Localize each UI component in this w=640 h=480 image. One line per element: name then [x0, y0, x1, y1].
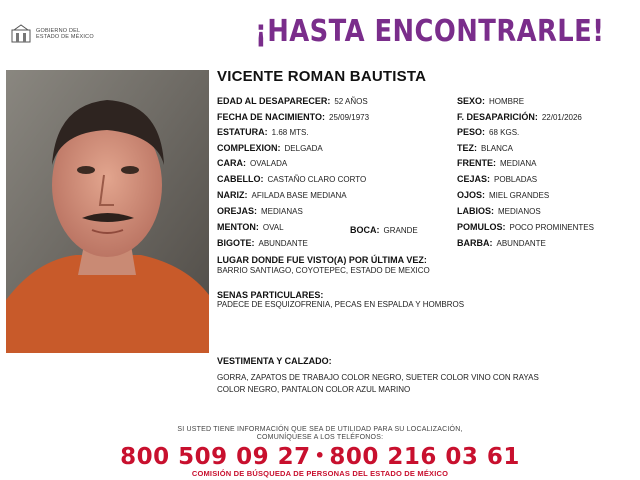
- marks-label: SENAS PARTICULARES:: [217, 290, 324, 300]
- footer-note-line-2: COMUNÍQUESE A LOS TELÉFONOS:: [256, 434, 384, 441]
- field-complexion: TEZ: BLANCA: [457, 143, 514, 153]
- marks-value: PADECE DE ESQUIZOFRENIA, PECAS EN ESPALDA Y HOMBROS: [217, 300, 465, 309]
- field-ears: OREJAS: MEDIANAS: [217, 206, 303, 216]
- field-height: ESTATURA: 1.68 MTS.: [217, 127, 309, 137]
- field-nose: NARIZ: AFILADA BASE MEDIANA: [217, 190, 347, 200]
- field-forehead: FRENTE: MEDIANA: [457, 158, 537, 168]
- field-eyes: OJOS: MIEL GRANDES: [457, 190, 550, 200]
- clothing-line-2: COLOR NEGRO, PANTALON COLOR AZUL MARINO: [217, 385, 411, 394]
- field-eyebrows: CEJAS: POBLADAS: [457, 174, 538, 184]
- person-photo: [6, 70, 209, 353]
- field-hair: CABELLO: CASTAÑO CLARO CORTO: [217, 174, 367, 184]
- footer-note-line-1: SI USTED TIENE INFORMACIÓN QUE SEA DE UTILIDAD PARA SU LOCALIZACIÓN,: [177, 426, 463, 433]
- commission-name: COMISIÓN DE BÚSQUEDA DE PERSONAS DEL ESTADO DE MÉXICO: [191, 469, 449, 478]
- phone-number-1[interactable]: 800 509 09 27: [120, 444, 311, 470]
- field-birth-date: FECHA DE NACIMIENTO: 25/09/1973: [217, 112, 370, 122]
- field-chin: MENTON: OVAL: [217, 222, 284, 232]
- clothing-line-1: GORRA, ZAPATOS DE TRABAJO COLOR NEGRO, SUETER COLOR VINO CON RAYAS: [217, 373, 539, 382]
- logo-line-1: GOBIERNO DEL: [36, 28, 81, 34]
- field-weight: PESO: 68 KGS.: [457, 127, 520, 137]
- logo-line-2: ESTADO DE MÉXICO: [36, 34, 94, 40]
- field-build: COMPLEXION: DELGADA: [217, 143, 323, 153]
- field-lips: LABIOS: MEDIANOS: [457, 206, 541, 216]
- field-age: EDAD AL DESAPARECER: 52 AÑOS: [217, 96, 368, 106]
- last-seen-value: BARRIO SANTIAGO, COYOTEPEC, ESTADO DE MEXICO: [217, 266, 430, 275]
- field-cheekbones: POMULOS: POCO PROMINENTES: [457, 222, 594, 232]
- coat-of-arms-icon: [10, 24, 32, 44]
- headline: ¡HASTA ENCONTRARLE!: [255, 14, 605, 49]
- last-seen-label: LUGAR DONDE FUE VISTO(A) POR ÚLTIMA VEZ:: [217, 255, 427, 265]
- field-mustache: BIGOTE: ABUNDANTE: [217, 238, 308, 248]
- phone-numbers: [0, 444, 640, 470]
- field-face: CARA: OVALADA: [217, 158, 288, 168]
- field-sex: SEXO: HOMBRE: [457, 96, 525, 106]
- clothing-label: VESTIMENTA Y CALZADO:: [217, 356, 332, 366]
- phone-separator: •: [314, 446, 326, 465]
- field-beard: BARBA: ABUNDANTE: [457, 238, 546, 248]
- phone-number-2[interactable]: 800 216 03 61: [329, 444, 520, 470]
- field-mouth: BOCA: GRANDE: [350, 225, 418, 235]
- field-disappearance-date: F. DESAPARICIÓN: 22/01/2026: [457, 112, 582, 122]
- state-government-logo: [10, 22, 120, 46]
- person-name: VICENTE ROMAN BAUTISTA: [217, 68, 427, 85]
